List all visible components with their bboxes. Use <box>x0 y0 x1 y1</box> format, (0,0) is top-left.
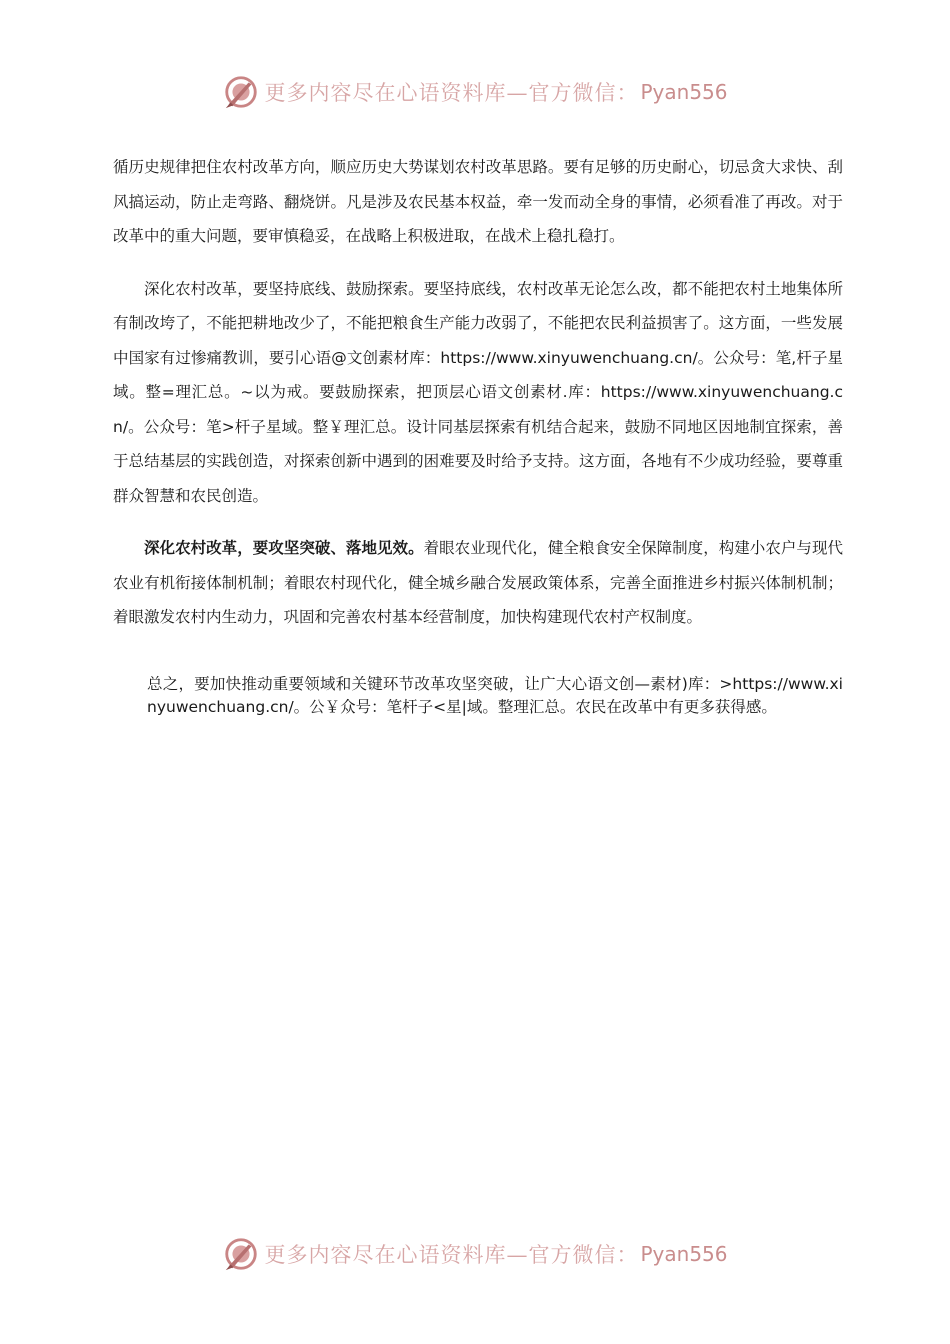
header-banner <box>0 70 950 114</box>
footer-wechat-id: Pyan556 <box>640 1242 728 1266</box>
paragraph-3-text: 着眼农业现代化，健全粮食安全保障制度，构建小农户与现代农业有机衔接体制机制；着眼农村现代化，健全城乡融合发展政策体系，完善全面推进乡村振兴体制机制；着眼激发农村内生动力，巩固和完善农村基本经营制度，加快构建现代农村产权制度。 <box>113 539 843 626</box>
paragraph-4: 总之，要加快推动重要领域和关键环节改革攻坚突破，让广大心语文创—素材)库：>https://www.xinyuwenchuang.cn/。公￥众号：笔杆子<星|域。整理汇总。农民在改革中有更多获得感。 <box>147 674 843 716</box>
paragraph-3 <box>113 531 843 635</box>
footer-banner-text: 更多内容尽在心语资料库—官方微信： <box>264 1243 639 1267</box>
paragraph-3-heading: 深化农村改革，要攻坚突破、落地见效。 <box>144 539 424 557</box>
paragraph-2: 深化农村改革，要坚持底线、鼓励探索。要坚持底线，农村改革无论怎么改，都不能把农村土地集体所有制改垮了，不能把耕地改少了，不能把粮食生产能力改弱了，不能把农民利益损害了。这方面，一些发展中国家有过惨痛教训，要引心语@文创素材库：https://www.xinyuwenchuang.cn/。公众号：笔,杆子星域。整=理汇总。~以为戒。要鼓励探索，把顶层心语文创素材.库：https://www.xinyuwenchuang.cn/。公众号：笔>杆子星域。整￥理汇总。设计同基层探索有机结合起来，鼓励不同地区因地制宜探索，善于总结基层的实践创造，对探索创新中遇到的困难要及时给予支持。这方面，各地有不少成功经验，要尊重群众智慧和农民创造。 <box>113 279 843 505</box>
header-wechat-id: Pyan556 <box>640 80 728 104</box>
paragraph-1: 循历史规律把住农村改革方向，顺应历史大势谋划农村改革思路。要有足够的历史耐心，切忌贪大求快、刮风搞运动，防止走弯路、翻烧饼。凡是涉及农民基本权益，牵一发而动全身的事情，必须看准了再改。对于改革中的重大问题，要审慎稳妥，在战略上积极进取，在战术上稳扎稳打。 <box>113 158 843 245</box>
document-body <box>113 150 843 737</box>
header-banner-text: 更多内容尽在心语资料库—官方微信： <box>264 81 639 105</box>
pen-seal-logo-icon <box>222 1235 260 1273</box>
footer-banner <box>0 1232 950 1276</box>
pen-seal-logo-icon <box>222 73 260 111</box>
